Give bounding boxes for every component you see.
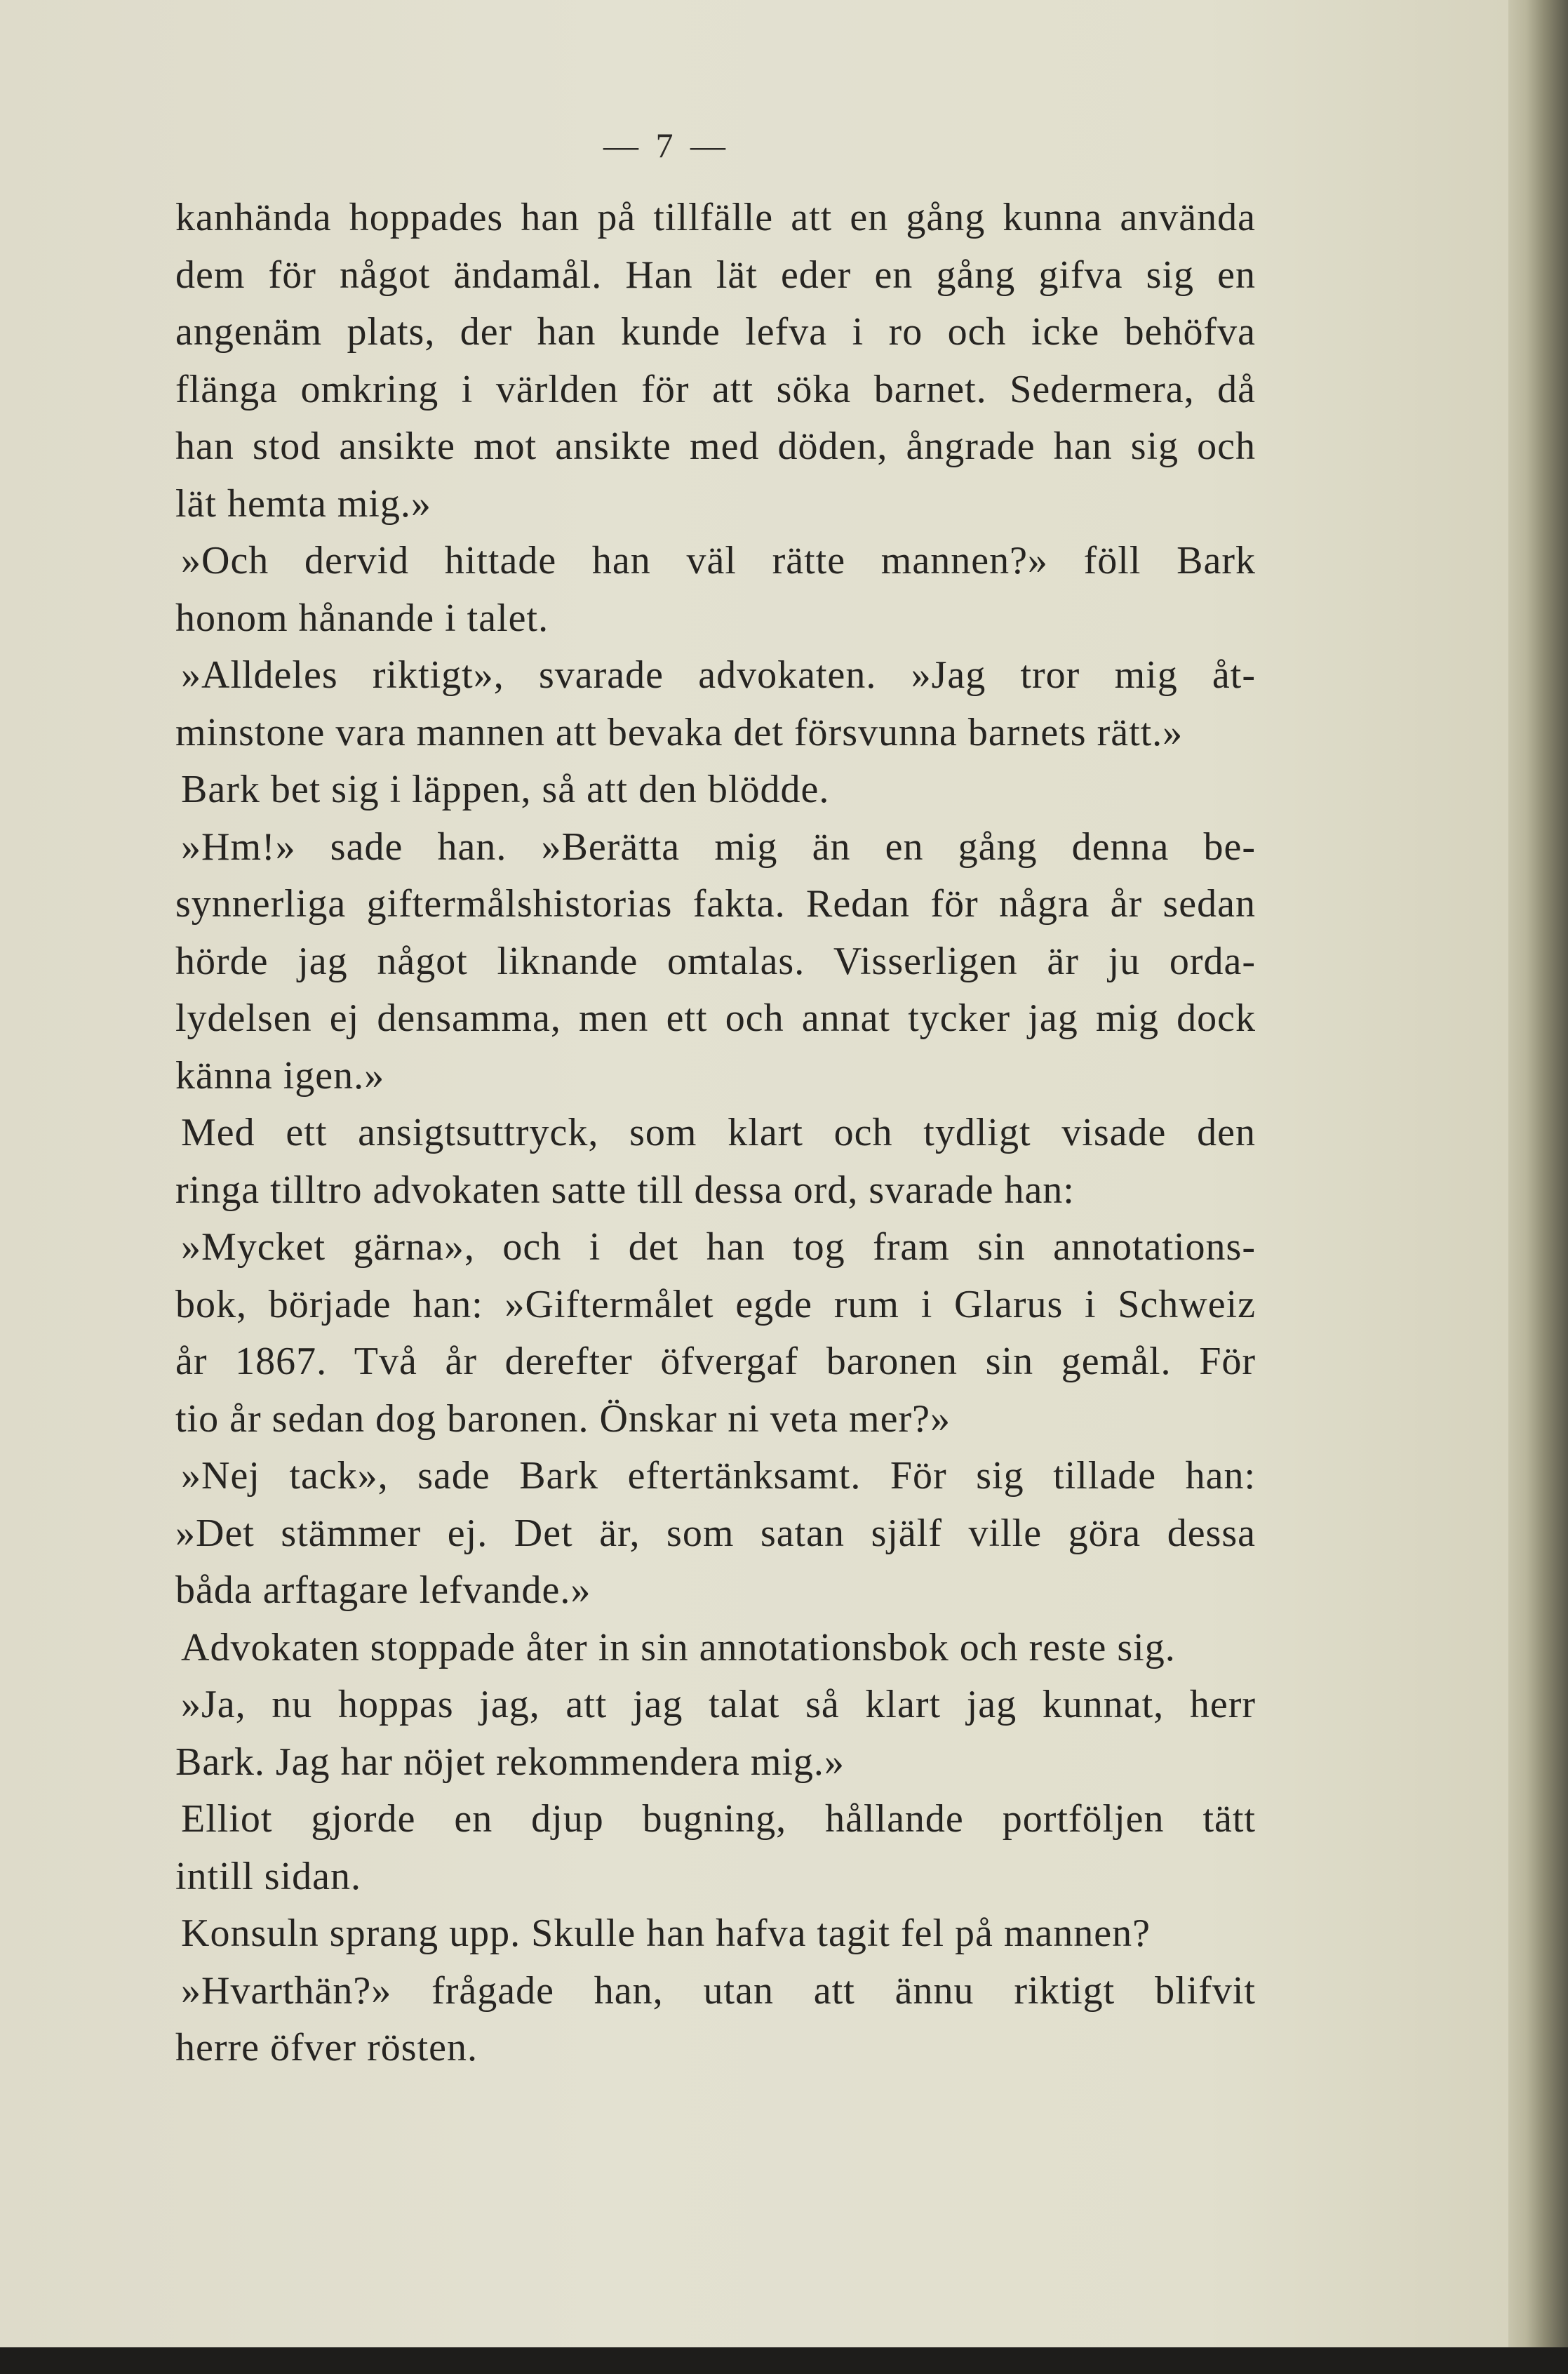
- scan-border: [0, 2347, 1568, 2374]
- page-number: — 7 —: [603, 126, 730, 165]
- text-line: synnerliga giftermålshistorias fakta. Redan för några år sedan: [175, 882, 1256, 926]
- text-line: Advokaten stoppade åter in sin annotationsbok och reste sig.: [181, 1625, 1176, 1669]
- text-line: herre öfver rösten.: [175, 2026, 478, 2069]
- text-line: Konsuln sprang upp. Skulle han hafva tagit fel på mannen?: [181, 1912, 1151, 1955]
- text-line: »Ja, nu hoppas jag, att jag talat så klart jag kunnat, herr: [181, 1683, 1256, 1726]
- text-line: lydelsen ej densamma, men ett och annat tycker jag mig dock: [175, 996, 1256, 1040]
- text-line: Bark bet sig i läppen, så att den blödde.: [181, 768, 830, 811]
- text-line: Elliot gjorde en djup bugning, hållande portföljen tätt: [181, 1797, 1256, 1841]
- page-text: [175, 189, 1256, 2077]
- text-line: »Och dervid hittade han väl rätte mannen?» föll Bark: [181, 539, 1256, 582]
- text-line: lät hemta mig.»: [175, 481, 431, 526]
- text-line: år 1867. Två år derefter öfvergaf baronen sin gemål. För: [175, 1340, 1256, 1383]
- text-line: hörde jag något liknande omtalas. Visserligen är ju orda-: [175, 939, 1256, 983]
- text-line: båda arftagare lefvande.»: [175, 1568, 591, 1612]
- text-line: tio år sedan dog baronen. Önskar ni veta mer?»: [175, 1396, 951, 1441]
- text-line: han stod ansikte mot ansikte med döden, ångrade han sig och: [175, 425, 1256, 468]
- text-line: honom hånande i talet.: [175, 596, 549, 640]
- text-line: minstone vara mannen att bevaka det försvunna barnets rätt.»: [175, 710, 1184, 754]
- text-line: bok, började han: »Giftermålet egde rum i Glarus i Schweiz: [175, 1282, 1256, 1326]
- text-line: »Nej tack», sade Bark eftertänksamt. För sig tillade han:: [181, 1454, 1256, 1498]
- page-edge: [1508, 0, 1568, 2347]
- text-line: ringa tilltro advokaten satte till dessa ord, svarade han:: [175, 1168, 1075, 1212]
- text-line: »Hvarthän?» frågade han, utan att ännu riktigt blifvit: [181, 1968, 1256, 2013]
- text-line: angenäm plats, der han kunde lefva i ro och icke behöfva: [175, 310, 1256, 354]
- text-line: flänga omkring i världen för att söka barnet. Sedermera, då: [175, 367, 1256, 411]
- text-line: »Alldeles riktigt», svarade advokaten. »Jag tror mig åt-: [181, 653, 1256, 697]
- text-line: »Hm!» sade han. »Berätta mig än en gång denna be-: [181, 825, 1256, 869]
- text-line: »Mycket gärna», och i det han tog fram sin annotations-: [181, 1225, 1256, 1269]
- text-line: känna igen.»: [175, 1053, 385, 1098]
- text-line: »Det stämmer ej. Det är, som satan själf ville göra dessa: [175, 1511, 1256, 1555]
- text-line: kanhända hoppades han på tillfälle att en gång kunna använda: [175, 196, 1256, 239]
- text-line: Med ett ansigtsuttryck, som klart och tydligt visade den: [181, 1111, 1256, 1154]
- text-line: Bark. Jag har nöjet rekommendera mig.»: [175, 1740, 845, 1784]
- text-line: intill sidan.: [175, 1854, 361, 1898]
- text-line: dem för något ändamål. Han lät eder en gång gifva sig en: [175, 253, 1256, 297]
